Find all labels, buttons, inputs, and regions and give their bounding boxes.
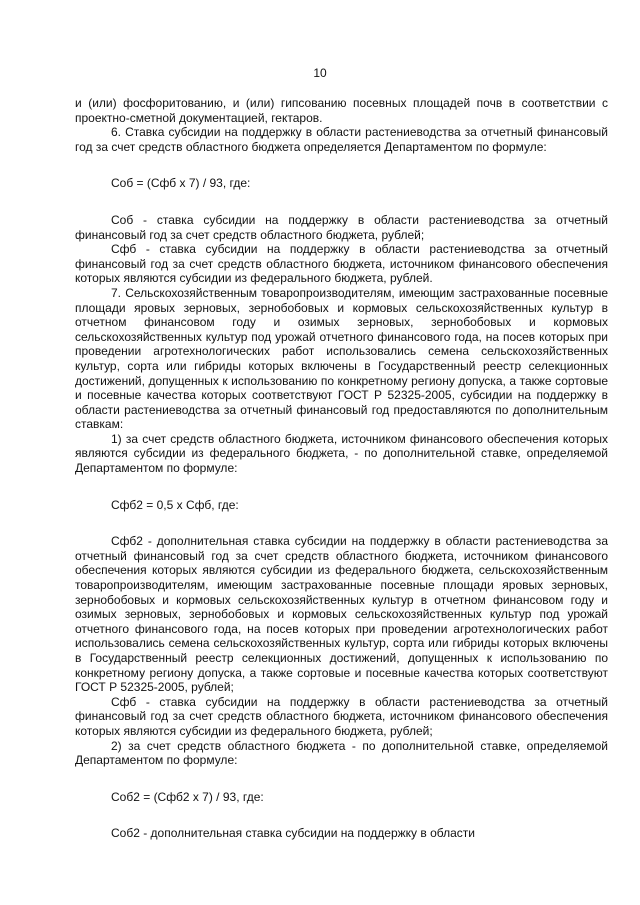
formula-sob: Соб = (Сфб х 7) / 93, где: <box>111 176 251 191</box>
document-body <box>75 96 608 841</box>
definition-sfb: Сфб - ставка субсидии на поддержку в области растениеводства за отчетный финансовый год за счет средств областного бюджета, источником финансового обеспечения которых являются субсидии из федерального бюджета, рублей. <box>75 242 608 286</box>
definition-sob: Соб - ставка субсидии на поддержку в области растениеводства за отчетный финансовый год за счет средств областного бюджета, рублей; <box>75 212 608 242</box>
formula-sfb2: Сфб2 = 0,5 х Сфб, где: <box>111 497 239 512</box>
definition-sfb2: Сфб2 - дополнительная ставка субсидии на поддержку в области растениеводства за отчетный финансовый год за счет средств областного бюджета, источником финансового обеспечения которых являются субсидии из федерального бюджета, сельскохозяйственным товаропроизводителям, имеющим застрахованные посевные площади яровых зерновых, зернобобовых и кормовых сельскохозяйственных культур в отчетном финансовом году и озимых зерновых, зернобобовых и кормовых сельскохозяйственных культур под урожай отчетного финансового года, на посев которых при проведении агротехнологических работ использовались семена сельскохозяйственных культур, сорта или гибриды которых включены в Государственный реестр селекционных достижений, допущенных к использованию по конкретному региону допуска, а также сортовые и посевные качества которых соответствуют ГОСТ Р 52325-2005, рублей; <box>75 534 608 695</box>
definition-sob2: Соб2 - дополнительная ставка субсидии на поддержку в области <box>111 826 475 841</box>
definition-sfb-repeat: Сфб - ставка субсидии на поддержку в области растениеводства за отчетный финансовый год за счет средств областного бюджета, источником финансового обеспечения которых являются субсидии из федерального бюджета, рублей; <box>75 694 608 738</box>
subparagraph-1: 1) за счет средств областного бюджета, источником финансового обеспечения которых являются субсидии из федерального бюджета, - по дополнительной ставке, определяемой Департаментом по формуле: <box>75 431 608 476</box>
paragraph-6: 6. Ставка субсидии на поддержку в области растениеводства за отчетный финансовый год за счет средств областного бюджета определяется Департаментом по формуле: <box>75 125 608 154</box>
subparagraph-2: 2) за счет средств областного бюджета - по дополнительной ставке, определяемой Департаментом по формуле: <box>75 738 608 768</box>
formula-sob2: Соб2 = (Сфб2 х 7) / 93, где: <box>111 789 264 804</box>
page-number: 10 <box>313 66 327 80</box>
paragraph-continuation: и (или) фосфоритованию, и (или) гипсованию посевных площадей почв в соответствии с проектно-сметной документацией, гектаров. <box>75 96 608 125</box>
paragraph-7: 7. Сельскохозяйственным товаропроизводителям, имеющим застрахованные посевные площади яровых зерновых, зернобобовых и кормовых сельскохозяйственных культур в отчетном финансовом году и озимых зерновых, зернобобовых и кормовых сельскохозяйственных культур под урожай отчетного финансового года, на посев которых при проведении агротехнологических работ использовались семена сельскохозяйственных культур, сорта или гибриды которых включены в Государственный реестр селекционных достижений, допущенных к использованию по конкретному региону допуска, а также сортовые и посевные качества которых соответствуют ГОСТ Р 52325-2005, субсидии на поддержку в области растениеводства за отчетный финансовый год предоставляются по дополнительным ставкам: <box>75 285 608 432</box>
